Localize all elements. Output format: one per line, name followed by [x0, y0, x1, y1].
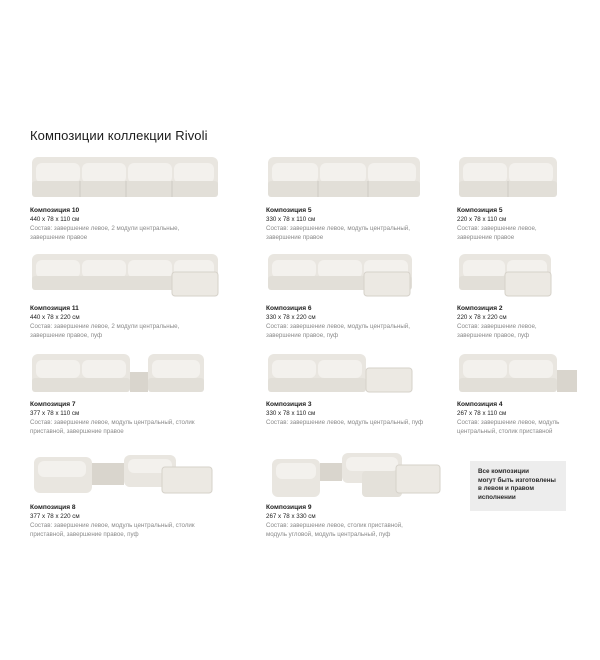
sofa-image — [457, 250, 587, 302]
sofa-image — [266, 350, 456, 396]
composition-name: Композиция 6 — [266, 305, 312, 312]
composition-card[interactable] — [457, 153, 587, 242]
composition-name: Композиция 8 — [30, 504, 76, 511]
composition-dims: 440 x 78 x 110 см — [30, 215, 80, 223]
composition-dims: 377 x 78 x 110 см — [30, 409, 80, 417]
composition-name: Композиция 2 — [457, 305, 503, 312]
composition-contents: Состав: завершение левое, модуль центральный, столик приставной, завершение правое — [30, 419, 195, 436]
sofa-image — [266, 449, 456, 503]
sofa-image — [30, 250, 240, 302]
composition-card[interactable] — [266, 449, 456, 539]
composition-card[interactable] — [266, 250, 446, 340]
composition-name: Композиция 4 — [457, 401, 503, 408]
composition-dims: 267 x 78 x 330 см — [266, 512, 316, 520]
composition-name: Композиция 5 — [266, 207, 312, 214]
composition-card[interactable] — [30, 153, 240, 242]
composition-name: Композиция 9 — [266, 504, 312, 511]
composition-name: Композиция 5 — [457, 207, 503, 214]
composition-dims: 330 x 78 x 110 см — [266, 409, 316, 417]
page-title: Композиции коллекции Rivoli — [30, 128, 208, 143]
composition-dims: 220 x 78 x 220 см — [457, 313, 507, 321]
composition-dims: 330 x 78 x 110 см — [266, 215, 316, 223]
composition-contents: Состав: завершение левое, модуль центральный, столик приставной, завершение правое, пуф — [30, 522, 195, 539]
composition-name: Композиция 11 — [30, 305, 79, 312]
composition-dims: 267 x 78 x 110 см — [457, 409, 507, 417]
composition-card[interactable] — [457, 250, 587, 340]
composition-contents: Состав: завершение левое, завершение правое — [457, 225, 537, 242]
composition-card[interactable] — [457, 350, 587, 436]
composition-card[interactable] — [30, 350, 250, 436]
composition-dims: 330 x 78 x 220 см — [266, 313, 316, 321]
composition-contents: Состав: завершение левое, столик приставной, модуль угловой, модуль центральный, пуф — [266, 522, 403, 539]
sofa-image — [266, 250, 446, 302]
composition-dims: 377 x 78 x 220 см — [30, 512, 80, 520]
sofa-image — [30, 153, 240, 203]
composition-name: Композиция 10 — [30, 207, 80, 214]
composition-card[interactable] — [266, 350, 456, 427]
composition-contents: Состав: завершение левое, завершение правое, пуф — [457, 323, 537, 340]
sofa-image — [30, 449, 250, 499]
composition-contents: Состав: завершение левое, модуль центральный, завершение правое — [266, 225, 410, 242]
composition-dims: 440 x 78 x 220 см — [30, 313, 80, 321]
composition-card[interactable] — [266, 153, 446, 242]
composition-contents: Состав: завершение левое, модуль центральный, завершение правое, пуф — [266, 323, 410, 340]
composition-contents: Состав: завершение левое, модуль центральный, пуф — [266, 419, 424, 426]
composition-card[interactable] — [30, 250, 240, 340]
composition-contents: Состав: завершение левое, модуль центральный, столик приставной — [457, 419, 560, 436]
note-box — [470, 461, 566, 511]
composition-dims: 220 x 78 x 110 см — [457, 215, 507, 223]
note-text: Все композиции могут быть изготовлены в левом и правом исполнении — [478, 468, 556, 501]
sofa-image — [457, 153, 587, 203]
composition-contents: Состав: завершение левое, 2 модули центральные, завершение правое — [30, 225, 180, 242]
composition-name: Композиция 7 — [30, 401, 76, 408]
sofa-image — [266, 153, 446, 203]
composition-name: Композиция 3 — [266, 401, 312, 408]
sofa-image — [30, 350, 250, 396]
composition-card[interactable] — [30, 449, 250, 539]
sofa-image — [457, 350, 587, 396]
composition-contents: Состав: завершение левое, 2 модули центральные, завершение правое, пуф — [30, 323, 180, 340]
